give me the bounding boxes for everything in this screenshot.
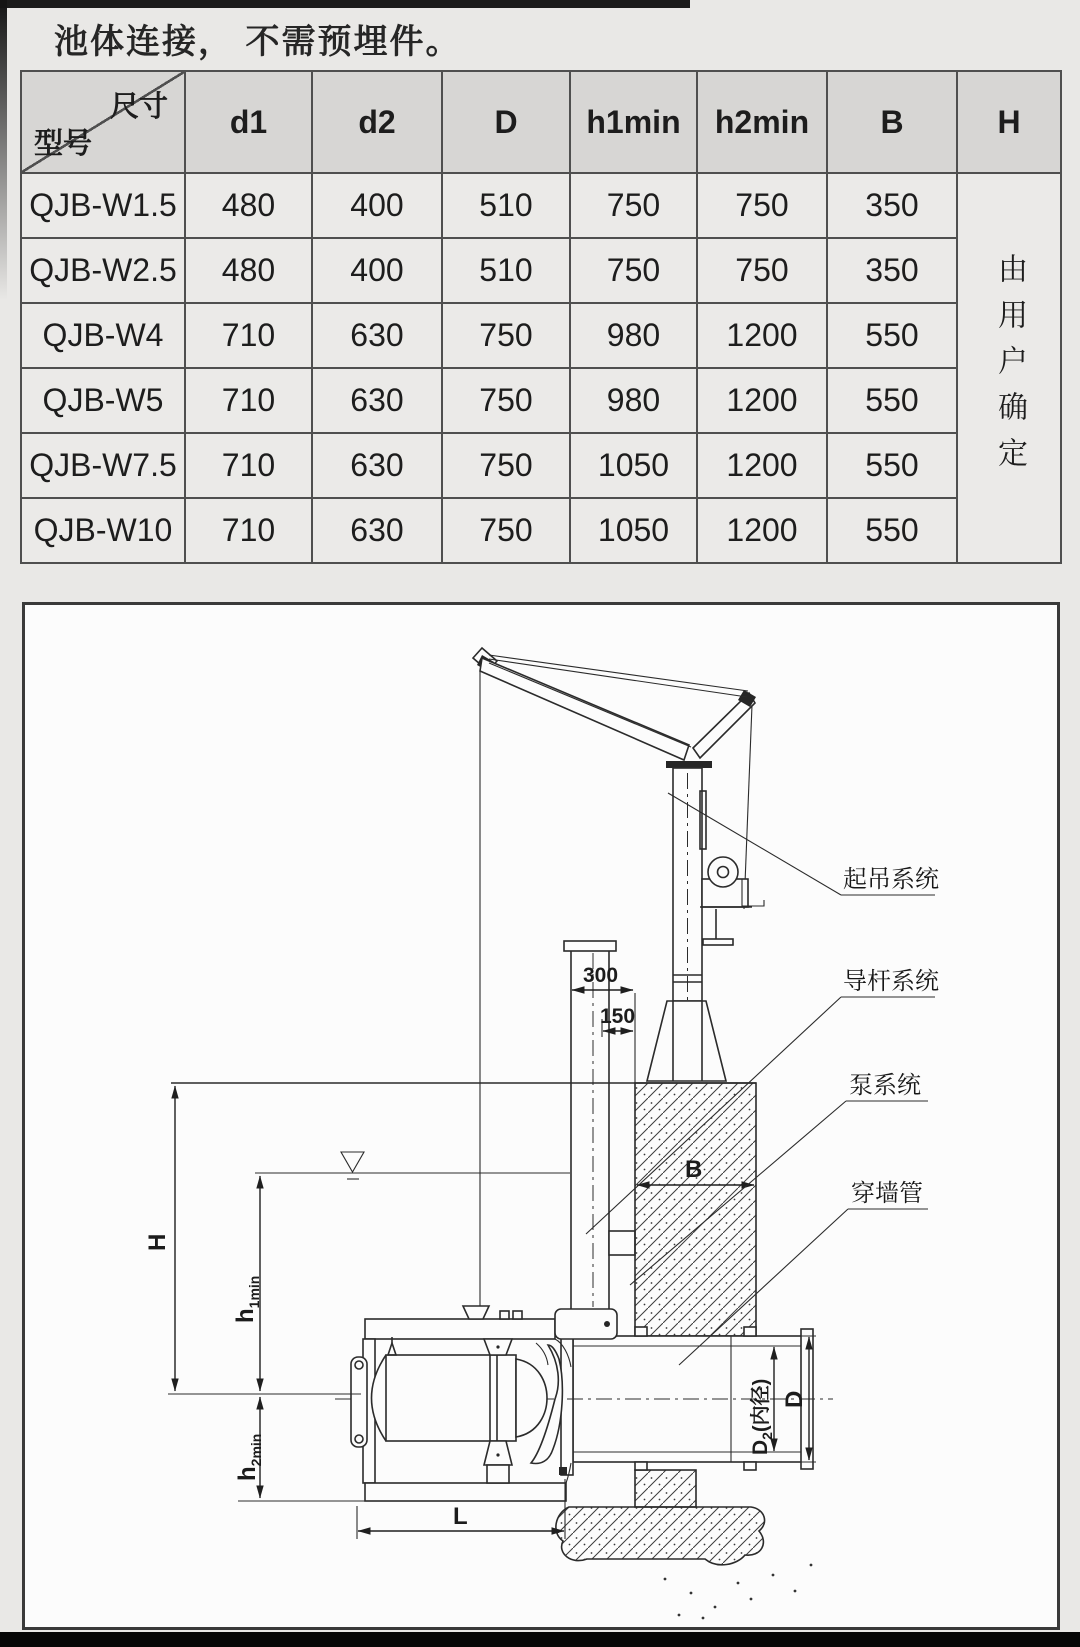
col-header-B: B	[827, 71, 957, 173]
dimension-150-label: 150	[600, 1005, 636, 1028]
dimension-L-label: L	[453, 1503, 468, 1530]
corner-size-label: 尺寸	[109, 91, 168, 123]
spec-table	[20, 70, 1062, 564]
wall-pipe-label: 穿墙管	[851, 1180, 923, 1207]
dimension-D-label: D	[781, 1390, 808, 1408]
table-row	[21, 433, 1061, 498]
cell-d2: 400	[312, 173, 442, 238]
cell-d1: 710	[185, 498, 312, 563]
cell-d2: 630	[312, 433, 442, 498]
cell-B: 550	[827, 303, 957, 368]
cell-d1: 710	[185, 433, 312, 498]
cell-D: 750	[442, 433, 570, 498]
dimension-h2min-label: $h_{2min}$	[234, 1433, 264, 1481]
cell-D: 510	[442, 238, 570, 303]
cell-model: QJB-W7.5	[21, 433, 185, 498]
cell-d2: 400	[312, 238, 442, 303]
table-body	[21, 173, 1061, 563]
cell-h1min: 1050	[570, 433, 697, 498]
table-row	[21, 238, 1061, 303]
intro-text: 池体连接， 不需预埋件。	[54, 23, 462, 61]
photo-edge-left	[0, 0, 7, 300]
cell-h1min: 750	[570, 238, 697, 303]
cell-d1: 480	[185, 238, 312, 303]
cell-d2: 630	[312, 303, 442, 368]
cell-h1min: 750	[570, 173, 697, 238]
cell-model: QJB-W10	[21, 498, 185, 563]
dimension-300-label: 300	[583, 964, 619, 987]
cell-model: QJB-W4	[21, 303, 185, 368]
guide-rod-graphic	[564, 941, 635, 1309]
table-row	[21, 173, 1061, 238]
cell-B: 550	[827, 433, 957, 498]
cell-B: 550	[827, 498, 957, 563]
col-header-d1: d1	[185, 71, 312, 173]
cell-h1min: 1050	[570, 498, 697, 563]
cell-h2min: 750	[697, 238, 827, 303]
cell-D: 750	[442, 303, 570, 368]
h-merged-vertical-text: 由用户确定	[993, 253, 1026, 483]
cell-h2min: 1200	[697, 368, 827, 433]
cell-h2min: 1200	[697, 498, 827, 563]
photo-edge-top	[0, 0, 690, 8]
cell-B: 550	[827, 368, 957, 433]
water-level-graphic	[255, 1152, 570, 1179]
photo-edge-bottom	[0, 1632, 1080, 1647]
cell-model: QJB-W1.5	[21, 173, 185, 238]
cell-d2: 630	[312, 498, 442, 563]
cell-B: 350	[827, 238, 957, 303]
dimension-B-label: B	[685, 1156, 703, 1183]
col-header-H: H	[957, 71, 1061, 173]
cell-h1min: 980	[570, 368, 697, 433]
cell-D: 750	[442, 498, 570, 563]
cell-model: QJB-W2.5	[21, 238, 185, 303]
cell-d1: 480	[185, 173, 312, 238]
pump-system-label: 泵系统	[849, 1072, 921, 1099]
table-row	[21, 303, 1061, 368]
corner-header-cell	[21, 71, 185, 173]
cell-d2: 630	[312, 368, 442, 433]
cell-d1: 710	[185, 368, 312, 433]
col-header-h2min: h2min	[697, 71, 827, 173]
cell-D: 750	[442, 368, 570, 433]
table-row	[21, 368, 1061, 433]
wall-pipe-graphic	[559, 1327, 813, 1475]
cell-h2min: 750	[697, 173, 827, 238]
corner-model-label: 型号	[34, 128, 93, 160]
col-header-d2: d2	[312, 71, 442, 173]
cell-D: 510	[442, 173, 570, 238]
cell-model: QJB-W5	[21, 368, 185, 433]
lifting-system-label: 起吊系统	[843, 866, 939, 893]
installation-diagram	[22, 602, 1066, 1636]
table-row	[21, 498, 1061, 563]
guide-rod-system-label: 导杆系统	[843, 968, 939, 995]
dimension-h1min-label: $h_{1min}$	[232, 1275, 262, 1323]
cell-h1min: 980	[570, 303, 697, 368]
header-row	[21, 71, 1061, 173]
col-header-h1min: h1min	[570, 71, 697, 173]
cell-d1: 710	[185, 303, 312, 368]
dimension-H-label: H	[144, 1233, 171, 1251]
diagram-panel	[22, 602, 1060, 1630]
cell-B: 350	[827, 173, 957, 238]
col-header-D: D	[442, 71, 570, 173]
cell-H-merged	[957, 173, 1061, 563]
dimension-D2-label: $D_2$(内径)	[749, 1378, 775, 1455]
cell-h2min: 1200	[697, 303, 827, 368]
cell-h2min: 1200	[697, 433, 827, 498]
